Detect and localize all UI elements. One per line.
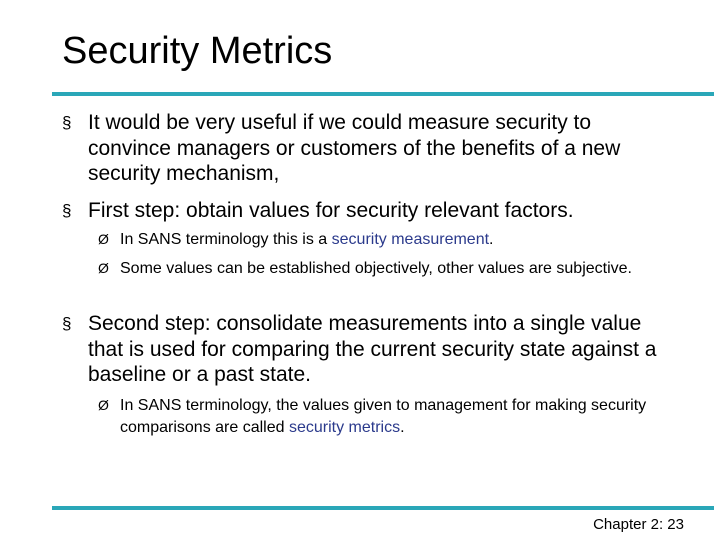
highlight-term: security metrics xyxy=(288,418,401,436)
slide-title: Security Metrics xyxy=(62,30,333,72)
sub-bullet-marker: Ø xyxy=(98,397,109,413)
sub-bullet-text: In SANS terminology, the values given to management for making security comparisons are called security metrics. xyxy=(120,397,647,436)
sub-bullet-text: Some values can be established objectively, other values are subjective. xyxy=(120,260,632,277)
bullet-marker: § xyxy=(62,113,72,132)
sub-bullet-marker: Ø xyxy=(98,260,109,276)
bullet-text: It would be very useful if we could measure security to convince managers or customers of the benefits of a new security mechanism, xyxy=(88,111,621,185)
highlight-term: security measurement xyxy=(331,231,490,248)
bullet-marker: § xyxy=(62,314,72,333)
bullet-marker: § xyxy=(62,201,72,220)
title-divider xyxy=(52,92,714,96)
footer-divider xyxy=(52,506,714,510)
bullet-text: First step: obtain values for security relevant factors. xyxy=(88,199,574,222)
sub-bullet-marker: Ø xyxy=(98,231,109,247)
sub-bullet-text: In SANS terminology this is a security measurement. xyxy=(120,231,494,248)
slide-footer: Chapter 2: 23 xyxy=(593,516,684,533)
bullet-text: Second step: consolidate measurements into a single value that is used for comparing the current security state against a baseline or a past state. xyxy=(88,312,657,386)
